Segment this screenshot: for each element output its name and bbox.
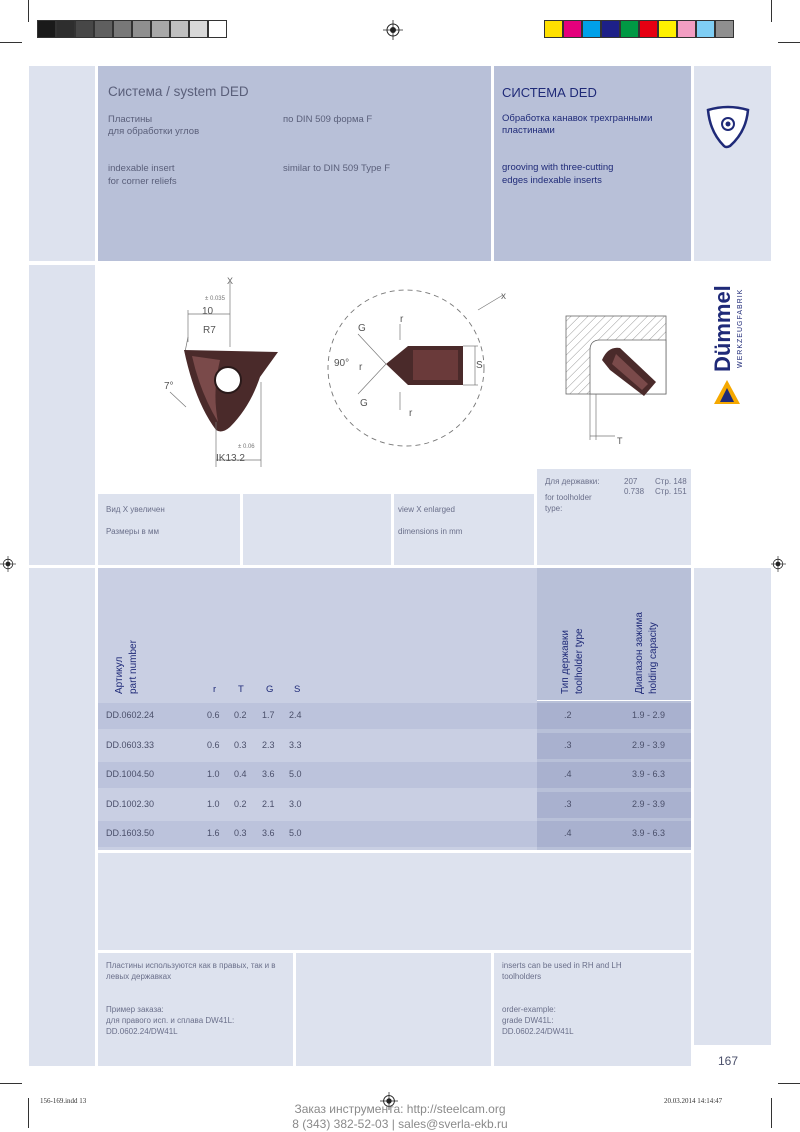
- dim-angle-7: 7°: [164, 381, 174, 392]
- notes-en-1: inserts can be used in RH and LH: [502, 961, 622, 970]
- color-swatch: [563, 20, 582, 38]
- right-gutter-bottom: [694, 568, 771, 1045]
- holder-page-1: Стр. 148: [655, 477, 687, 486]
- cell-holding-capacity: 3.9 - 6.3: [632, 828, 666, 838]
- cell-g: 3.6: [262, 828, 275, 838]
- cell-part-number: DD.0603.33: [106, 739, 155, 750]
- holder-en-label-2: type:: [545, 504, 563, 513]
- col-header-type-ru: Тип державки: [560, 630, 571, 694]
- crop-mark: [0, 42, 22, 43]
- col-header-g: G: [266, 684, 274, 695]
- grooving-section-drawing: [560, 310, 670, 450]
- col-header-article-ru: Артикул: [114, 656, 125, 694]
- col-header-t: T: [238, 684, 244, 695]
- header-en-desc-1: indexable insert: [108, 163, 175, 174]
- holder-number-2: 0.738: [624, 487, 645, 496]
- notes-spacer-panel: [296, 953, 491, 1066]
- notes-en-example-1: order-example:: [502, 1005, 556, 1014]
- view-g-bottom-label: G: [360, 398, 368, 409]
- crop-mark: [0, 1083, 22, 1084]
- notes-ru-example-3: DD.0602.24/DW41L: [106, 1027, 178, 1036]
- cell-holder-type: .3: [564, 798, 572, 809]
- cell-g: 3.6: [262, 769, 275, 779]
- cell-g: 2.3: [262, 739, 275, 750]
- table-row-right-band: [537, 762, 691, 788]
- holder-page-2: Стр. 151: [655, 487, 687, 496]
- caption-en-view: view X enlarged: [398, 505, 455, 514]
- cell-s: 2.4: [289, 710, 302, 720]
- dim-10: 10: [202, 306, 214, 317]
- gray-swatch: [75, 20, 94, 38]
- triangle-insert-icon: [700, 102, 756, 152]
- header-title: Система / system DED: [108, 84, 249, 99]
- notes-en-example-3: DD.0602.24/DW41L: [502, 1027, 574, 1036]
- header-en-standard: similar to DIN 509 Type F: [283, 163, 391, 174]
- cell-part-number: DD.0602.24: [106, 710, 155, 720]
- view-angle-90: 90°: [334, 358, 350, 369]
- gray-swatch: [37, 20, 56, 38]
- cell-holding-capacity: 1.9 - 2.9: [632, 710, 666, 720]
- color-swatch: [620, 20, 639, 38]
- cell-part-number: DD.1603.50: [106, 828, 155, 838]
- header-icon-panel: [694, 66, 771, 261]
- cell-t: 0.3: [234, 828, 247, 838]
- registration-mark-left: [0, 556, 16, 572]
- view-s-label: S: [476, 360, 483, 371]
- notes-ru-2: левых державках: [106, 972, 172, 981]
- header-right-ru-1: Обработка канавок трехгранными: [502, 113, 653, 124]
- view-x-label: x: [501, 291, 506, 302]
- crop-mark: [28, 0, 29, 22]
- cell-r: 1.0: [207, 798, 220, 809]
- dim-tolerance-bottom: ± 0.06: [238, 444, 255, 450]
- view-r-top-label: r: [400, 314, 404, 325]
- table-spacer-panel: [98, 853, 691, 950]
- cell-g: 2.1: [262, 798, 275, 809]
- crop-mark: [778, 1083, 800, 1084]
- cell-holder-type: .4: [564, 828, 572, 838]
- dim-ik: IK13.2: [216, 453, 245, 464]
- col-header-range-ru: Диапазон зажима: [634, 612, 645, 694]
- table-row-right-band: [537, 821, 691, 847]
- col-header-article-en: part number: [128, 640, 139, 694]
- cell-t: 0.3: [234, 739, 247, 750]
- table-row-right-band: [537, 733, 691, 759]
- cell-holding-capacity: 2.9 - 3.9: [632, 739, 666, 750]
- footer-contact-line: 8 (343) 382-52-03 | sales@sverla-ekb.ru: [292, 1117, 508, 1131]
- table-row: [98, 733, 537, 759]
- cell-s: 5.0: [289, 769, 302, 779]
- holder-number-1: 207: [624, 477, 638, 486]
- table-row-right-band: [537, 792, 691, 818]
- gray-swatch: [189, 20, 208, 38]
- cell-g: 1.7: [262, 710, 275, 720]
- color-swatch: [544, 20, 563, 38]
- header-ru-desc-1: Пластины: [108, 114, 153, 125]
- dim-x-label: X: [227, 276, 234, 286]
- notes-ru-example-2: для правого исп. и сплава DW41L:: [106, 1016, 235, 1025]
- footer-date: 20.03.2014 14:14:47: [664, 1097, 723, 1105]
- col-header-r: r: [213, 684, 217, 695]
- brand-logo: Dümmel: [710, 285, 735, 372]
- left-gutter-middle: [29, 265, 95, 565]
- header-en-desc-2: for corner reliefs: [108, 176, 177, 187]
- gray-swatch: [170, 20, 189, 38]
- brand-logo-icon: [712, 378, 742, 408]
- table-header-right-divider: [537, 700, 691, 701]
- groove-t-label: T: [617, 436, 623, 446]
- table-row: [98, 821, 537, 847]
- cell-s: 5.0: [289, 828, 302, 838]
- caption-ru-dims: Размеры в мм: [106, 527, 159, 536]
- cell-s: 3.0: [289, 798, 302, 809]
- col-header-type-en: toolholder type: [574, 628, 585, 694]
- header-right-en-1: grooving with three-cutting: [502, 162, 614, 173]
- brand-subtitle: WERKZEUGFABRIK: [737, 288, 744, 368]
- registration-mark-right: [770, 556, 786, 572]
- header-right-en-2: edges indexable inserts: [502, 175, 602, 186]
- gray-swatch: [94, 20, 113, 38]
- crop-mark: [771, 0, 772, 22]
- notes-ru-1: Пластины используются как в правых, так и в: [106, 961, 276, 970]
- col-header-s: S: [294, 684, 301, 695]
- holder-en-label-1: for toolholder: [545, 493, 592, 502]
- cell-holder-type: .2: [564, 710, 572, 720]
- table-row: [98, 762, 537, 788]
- cell-s: 3.3: [289, 739, 302, 750]
- color-swatch: [677, 20, 696, 38]
- gray-swatch: [208, 20, 227, 38]
- header-right-ru-2: пластинами: [502, 125, 555, 136]
- view-r-mid-label: r: [359, 362, 363, 373]
- holder-ru-label: Для державки:: [545, 477, 600, 486]
- view-g-top-label: G: [358, 323, 366, 334]
- enlarged-view-drawing: [318, 280, 518, 460]
- color-swatch: [582, 20, 601, 38]
- gray-swatch: [113, 20, 132, 38]
- view-r-bottom-label: r: [409, 408, 413, 419]
- col-header-range-en: holding capacity: [648, 622, 659, 694]
- color-swatch: [601, 20, 620, 38]
- color-swatch: [715, 20, 734, 38]
- cell-t: 0.4: [234, 769, 247, 779]
- gray-swatch: [56, 20, 75, 38]
- cell-holding-capacity: 3.9 - 6.3: [632, 769, 666, 779]
- left-gutter-top: [29, 66, 95, 261]
- crop-mark: [778, 42, 800, 43]
- notes-ru-example-1: Пример заказа:: [106, 1005, 164, 1014]
- header-ru-standard: по DIN 509 форма F: [283, 114, 373, 125]
- cell-part-number: DD.1002.30: [106, 798, 155, 809]
- cell-r: 1.6: [207, 828, 220, 838]
- gray-swatch: [132, 20, 151, 38]
- dim-r7: R7: [203, 325, 216, 336]
- notes-en-2: toolholders: [502, 972, 542, 981]
- cell-r: 1.0: [207, 769, 220, 779]
- cell-holder-type: .3: [564, 739, 572, 750]
- insert-top-view-drawing: [160, 272, 300, 472]
- page-number: 167: [718, 1054, 739, 1068]
- caption-spacer-panel: [243, 494, 391, 565]
- table-row: [98, 792, 537, 818]
- cell-holder-type: .4: [564, 769, 572, 779]
- color-swatch: [639, 20, 658, 38]
- notes-en-example-2: grade DW41L:: [502, 1016, 554, 1025]
- registration-mark-top: [383, 20, 403, 40]
- cell-holding-capacity: 2.9 - 3.9: [632, 798, 666, 809]
- gray-swatch: [151, 20, 170, 38]
- footer-order-line: Заказ инструмента: http://steelcam.org: [294, 1102, 506, 1116]
- left-gutter-bottom: [29, 568, 95, 1066]
- cell-r: 0.6: [207, 710, 220, 720]
- dim-tolerance-top: ± 0.035: [205, 296, 225, 302]
- cell-t: 0.2: [234, 798, 247, 809]
- color-swatch: [696, 20, 715, 38]
- caption-ru-view: Вид X увеличен: [106, 505, 165, 514]
- header-right-title: СИСТЕМА DED: [502, 85, 597, 100]
- footer-file-info: 156-169.indd 13: [40, 1097, 87, 1105]
- color-swatch: [658, 20, 677, 38]
- table-row-right-band: [537, 703, 691, 729]
- cell-part-number: DD.1004.50: [106, 769, 155, 779]
- cell-t: 0.2: [234, 710, 247, 720]
- caption-en-dims: dimensions in mm: [398, 527, 463, 536]
- cell-r: 0.6: [207, 739, 220, 750]
- table-row: [98, 703, 537, 729]
- header-ru-desc-2: для обработки углов: [108, 126, 200, 137]
